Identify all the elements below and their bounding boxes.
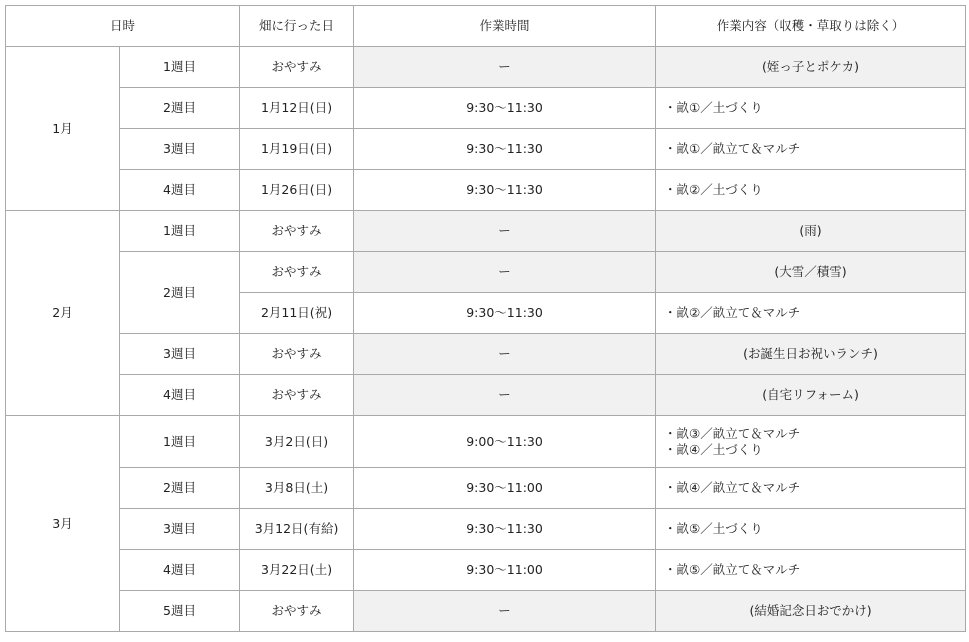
- table-row: [6, 252, 966, 293]
- work-item: ・畝⑤／土づくり: [664, 521, 763, 536]
- schedule-body: [6, 47, 966, 632]
- table-row: [6, 334, 966, 375]
- month-label: 3月: [6, 416, 120, 632]
- work-item: ・畝②／畝立て＆マルチ: [664, 305, 801, 320]
- table-row: [6, 468, 966, 509]
- work-item: ・畝④／畝立て＆マルチ: [664, 480, 801, 495]
- visit-day-cell: おやすみ: [240, 375, 354, 416]
- work-item: ・畝⑤／畝立て＆マルチ: [664, 562, 801, 577]
- work-content-cell: [656, 211, 966, 252]
- work-content-cell: [656, 416, 966, 468]
- table-row: [6, 375, 966, 416]
- work-content-cell: [656, 47, 966, 88]
- work-content-cell: [656, 375, 966, 416]
- week-label: 2週目: [120, 468, 240, 509]
- work-content-cell: [656, 252, 966, 293]
- work-time-cell: 9:30〜11:00: [354, 550, 656, 591]
- month-label: 2月: [6, 211, 120, 416]
- visit-day-cell: おやすみ: [240, 334, 354, 375]
- table-row: [6, 416, 966, 468]
- table-row: [6, 509, 966, 550]
- month-label: 1月: [6, 47, 120, 211]
- header-row: [6, 6, 966, 47]
- work-item: ・畝①／土づくり: [664, 100, 763, 115]
- work-time-cell: ー: [354, 47, 656, 88]
- visit-day-cell: 3月22日(土): [240, 550, 354, 591]
- work-time-cell: 9:30〜11:30: [354, 129, 656, 170]
- work-time-cell: 9:30〜11:00: [354, 468, 656, 509]
- week-label: 3週目: [120, 334, 240, 375]
- table-row: [6, 88, 966, 129]
- visit-day-cell: おやすみ: [240, 252, 354, 293]
- week-label: 2週目: [120, 88, 240, 129]
- work-time-cell: ー: [354, 591, 656, 632]
- week-label: 1週目: [120, 47, 240, 88]
- header-work-content: 作業内容（収穫・草取りは除く）: [656, 6, 966, 47]
- work-content-cell: [656, 509, 966, 550]
- week-label: 3週目: [120, 509, 240, 550]
- week-label: 5週目: [120, 591, 240, 632]
- work-item: (大雪／積雪): [774, 264, 847, 279]
- work-item: (雨): [799, 223, 822, 238]
- work-time-cell: ー: [354, 252, 656, 293]
- visit-day-cell: 2月11日(祝): [240, 293, 354, 334]
- visit-day-cell: おやすみ: [240, 591, 354, 632]
- work-content-cell: [656, 334, 966, 375]
- table-row: [6, 47, 966, 88]
- visit-day-cell: おやすみ: [240, 211, 354, 252]
- week-label: 4週目: [120, 375, 240, 416]
- work-time-cell: ー: [354, 375, 656, 416]
- work-content-cell: [656, 88, 966, 129]
- table-row: [6, 129, 966, 170]
- work-content-cell: [656, 129, 966, 170]
- work-item: ・畝③／畝立て＆マルチ: [664, 425, 801, 441]
- table-row: [6, 170, 966, 211]
- work-content-cell: [656, 550, 966, 591]
- work-time-cell: 9:00〜11:30: [354, 416, 656, 468]
- work-item: ・畝①／畝立て＆マルチ: [664, 141, 801, 156]
- visit-day-cell: 1月26日(日): [240, 170, 354, 211]
- work-time-cell: ー: [354, 211, 656, 252]
- header-work-time: 作業時間: [354, 6, 656, 47]
- table-row: [6, 211, 966, 252]
- week-label: 3週目: [120, 129, 240, 170]
- work-item: (結婚記念日おでかけ): [749, 603, 872, 618]
- visit-day-cell: 3月12日(有給): [240, 509, 354, 550]
- week-label: 2週目: [120, 252, 240, 334]
- work-content-cell: [656, 591, 966, 632]
- header-visit-day: 畑に行った日: [240, 6, 354, 47]
- table-row: [6, 550, 966, 591]
- work-item: (姪っ子とポケカ): [762, 59, 860, 74]
- work-content-cell: [656, 170, 966, 211]
- work-item: (自宅リフォーム): [762, 387, 859, 402]
- work-content-cell: [656, 293, 966, 334]
- work-time-cell: 9:30〜11:30: [354, 88, 656, 129]
- work-time-cell: 9:30〜11:30: [354, 170, 656, 211]
- table-row: [6, 591, 966, 632]
- week-label: 4週目: [120, 170, 240, 211]
- week-label: 1週目: [120, 416, 240, 468]
- visit-day-cell: 3月8日(土): [240, 468, 354, 509]
- work-item: ・畝④／土づくり: [664, 441, 763, 457]
- header-date: 日時: [6, 6, 240, 47]
- work-time-cell: 9:30〜11:30: [354, 509, 656, 550]
- week-label: 1週目: [120, 211, 240, 252]
- work-time-cell: ー: [354, 334, 656, 375]
- farm-schedule-table: [5, 5, 966, 632]
- work-item: (お誕生日お祝いランチ): [743, 346, 878, 361]
- visit-day-cell: 1月12日(日): [240, 88, 354, 129]
- work-time-cell: 9:30〜11:30: [354, 293, 656, 334]
- work-content-cell: [656, 468, 966, 509]
- visit-day-cell: 1月19日(日): [240, 129, 354, 170]
- work-item: ・畝②／土づくり: [664, 182, 763, 197]
- week-label: 4週目: [120, 550, 240, 591]
- visit-day-cell: 3月2日(日): [240, 416, 354, 468]
- visit-day-cell: おやすみ: [240, 47, 354, 88]
